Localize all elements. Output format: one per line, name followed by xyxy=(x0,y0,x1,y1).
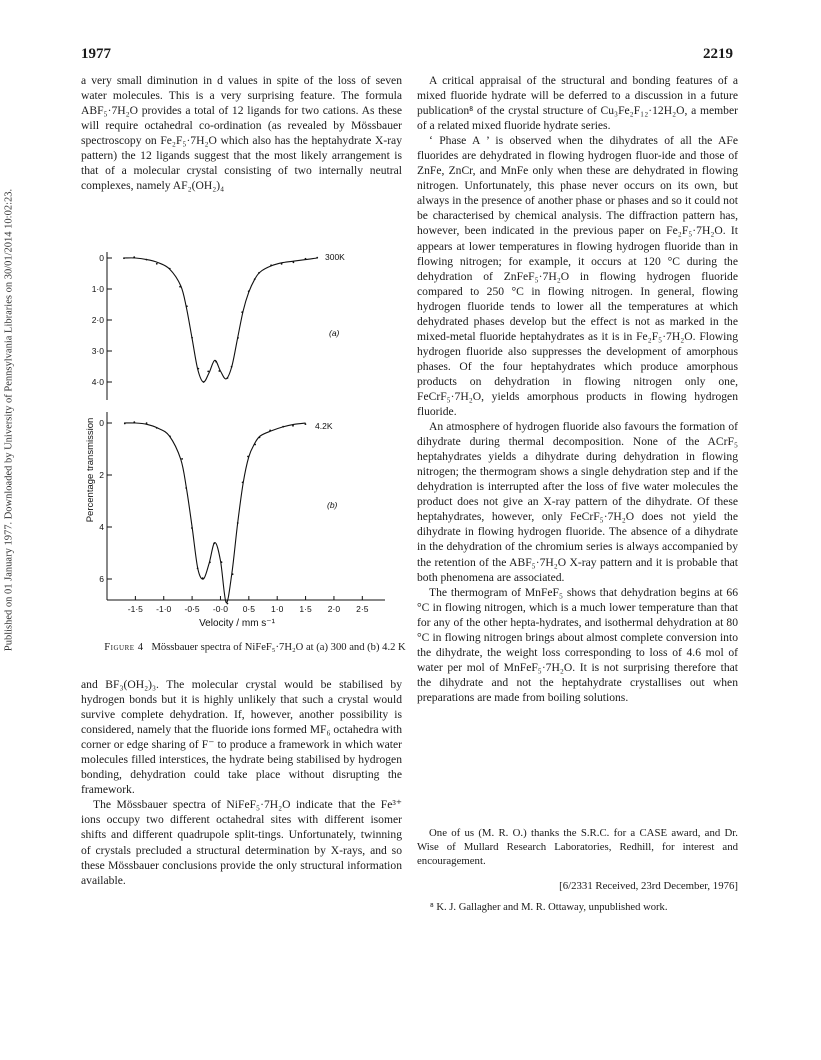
right-column xyxy=(417,73,738,705)
panel-b-y-tick-label: 0 xyxy=(99,418,104,428)
panel-a-data-point xyxy=(227,377,229,379)
panel-a-data-point xyxy=(241,311,243,313)
panel-a-data-point xyxy=(186,305,188,307)
x-tick-label: 2·5 xyxy=(356,604,369,614)
panel-b-data-point xyxy=(259,437,261,439)
panel-b-data-point xyxy=(292,425,294,427)
download-note xyxy=(2,185,16,655)
panel-a-temperature-label: 300K xyxy=(325,252,345,262)
x-tick-label: 1·5 xyxy=(299,604,312,614)
panel-a-data-point xyxy=(316,257,318,259)
panel-a xyxy=(92,252,345,400)
panel-b-data-point xyxy=(237,522,239,524)
panel-b-data-point xyxy=(209,561,211,563)
panel-a-data-point xyxy=(258,272,260,274)
panel-a-data-point xyxy=(270,264,272,266)
panel-b-data-point xyxy=(197,568,199,570)
x-tick-label: 1·0 xyxy=(271,604,284,614)
panel-b-data-point xyxy=(124,423,126,425)
panel-a-data-point xyxy=(191,337,193,339)
x-tick-label: -0·5 xyxy=(184,604,200,614)
panel-a-data-point xyxy=(197,368,199,370)
panel-b-data-point xyxy=(254,444,256,446)
panel-a-data-point xyxy=(169,268,171,270)
panel-b xyxy=(99,412,385,604)
download-note-text: Published on 01 January 1977. Downloaded by University of Pennsylvania Libraries on 30/01/2014 10:02:23. xyxy=(3,188,15,652)
panel-b-data-point xyxy=(232,573,234,575)
left-column-top xyxy=(81,73,402,193)
panel-b-y-tick-label: 4 xyxy=(99,522,104,532)
panel-b-label: (b) xyxy=(327,500,338,510)
panel-a-data-point xyxy=(215,361,217,363)
x-axis-label: Velocity / mm s⁻¹ xyxy=(199,618,275,629)
panel-b-data-point xyxy=(269,430,271,432)
page-year: 1977 xyxy=(81,46,111,62)
page-number: 2219 xyxy=(703,46,733,62)
panel-a-data-point xyxy=(237,337,239,339)
figure-caption xyxy=(90,641,420,654)
panel-a-y-tick-label: 1·0 xyxy=(91,284,104,294)
paragraph: a very small diminution in d values in spite of the loss of seven water molecules. This is a very surprising feature. The formula ABF₅·7H₂O provides a total of 12 ligands for two cations. As these will require octahedral co-ordination (as revealed by Mössbauer spectroscopy on Fe₂F₅·7H₂O which also has the heptahydrate X-ray pattern) the 12 ligands suggest that the most likely arrangement is that of a molecular crystal consisting of two internally neutral complexes, namely AF₂(OH₂)₄ xyxy=(81,74,402,193)
paragraph: The thermogram of MnFeF₅ shows that dehydration begins at 66 °C in flowing nitrogen, which is a much lower temperature than that for any of the other hepta-hydrates, and isothermal dehydration at 80 °C in flowing nitrogen brings about almost complete conversion into the dihydrate, the weight loss corresponding to loss of 4.6 mol of water per mol of MnFeF₅·7H₂O. It is not surprising therefore that the dihydrate and not the heptahydrate crystallises out when preparations are made from boiling solutions. xyxy=(417,585,738,704)
panel-b-data-point xyxy=(305,423,307,425)
panel-b-data-points xyxy=(124,421,306,604)
panel-a-data-point xyxy=(156,263,158,265)
acknowledgement xyxy=(417,826,738,868)
panel-b-data-point xyxy=(247,456,249,458)
panel-a-data-point xyxy=(254,278,256,280)
panel-a-data-point xyxy=(248,290,250,292)
paragraph: ‘ Phase A ’ is observed when the dihydrates of all the AFe fluorides are dehydrated in flowing hydrogen fluor-ide and those of ZnFe, ZnCr, and MnFe only when these are dehydrated in flowing nitrogen. Unfortunately, this phase never occurs on its own, but always in the presence of another phase or phases and so it could not be characterised by chemical analysis. The diffraction pattern has, however, been indicated in the previous paper on Fe₂F₅·7H₂O. It appears at lower temperatures in flowing hydrogen fluoride than in flowing nitrogen; for example, it occurs at 120 °C during the dehydration of ZnFeF₅·7H₂O in flowing hydrogen fluoride compared to 250 °C in flowing nitrogen. In general, flowing hydrogen fluoride tends to lower all the temperatures at which dehydrated phases develop but the effect is not as marked in the mixed-metal fluoride heptahydrates as it is in Fe₂F₅·7H₂O. Flowing hydrogen fluoride also suppresses the development of amorphous phases. Of the four heptahydrates which produce amorphous products on dehydration in flowing nitrogen only one, FeCrF₅·7H₂O, yields amorphous products in flowing hydrogen fluoride. xyxy=(417,134,738,419)
figure-4-chart xyxy=(85,240,420,635)
panel-a-data-point xyxy=(207,371,209,373)
panel-b-data-point xyxy=(156,427,158,429)
x-tick-label: 0·5 xyxy=(242,604,255,614)
received-date: [6/2331 Received, 23rd December, 1976] xyxy=(559,880,738,892)
panel-b-y-tick-label: 6 xyxy=(99,574,104,584)
x-tick-label: 2·0 xyxy=(327,604,341,614)
panel-a-label: (a) xyxy=(329,328,340,338)
paragraph: and BF₃(OH₂)₃. The molecular crystal would be stabilised by hydrogen bonds but it is highly unlikely that such a crystal would survive complete dehydration. If, however, another possibility is considered, namely that the fluoride ions formed MF₆ octahedra with corner or edge sharing of F⁻ to produce a framework in which water molecules filled interstices, the hydrate being stabilised by hydrogen bonding, dehydration could take place without disrupting the framework. xyxy=(81,678,402,797)
panel-a-data-point xyxy=(218,370,220,372)
paragraph: A critical appraisal of the structural and bonding features of a mixed fluoride hydrate will be deferred to a discussion in a future publication⁸ of the crystal structure of Cu₃Fe₂F₁₂·12H₂O, a member of a related mixed fluoride hydrate series. xyxy=(417,74,738,133)
panel-b-data-point xyxy=(221,561,223,563)
figure-caption-text: Mössbauer spectra of NiFeF₅·7H₂O at (a) 300 and (b) 4.2 K xyxy=(151,642,406,653)
panel-a-data-point xyxy=(293,261,295,263)
paragraph: The Mössbauer spectra of NiFeF₅·7H₂O indicate that the Fe³⁺ ions occupy two different octahedral sites with different isomer shifts and different quadrupole split-tings. Unfortunately, twinning of crystals precluded a structural determination by X-rays, and so these Mössbauer conclusions provide the only structural information available. xyxy=(81,798,402,887)
panel-a-data-point xyxy=(123,257,125,259)
panel-b-data-point xyxy=(133,421,135,423)
panel-a-data-point xyxy=(281,263,283,265)
x-tick-label: -0·0 xyxy=(212,604,229,614)
panel-b-data-point xyxy=(282,426,284,428)
panel-b-spectrum-line xyxy=(124,423,306,603)
panel-b-y-tick-label: 2 xyxy=(99,470,104,480)
panel-b-data-point xyxy=(181,458,183,460)
panel-b-data-point xyxy=(146,422,148,424)
panel-a-data-point xyxy=(179,286,181,288)
panel-a-data-point xyxy=(231,366,233,368)
panel-a-y-tick-label: 4·0 xyxy=(91,377,104,387)
panel-a-y-tick-label: 0 xyxy=(99,253,104,263)
panel-b-data-point xyxy=(202,577,204,579)
panel-b-data-point xyxy=(169,436,171,438)
panel-a-y-tick-label: 3·0 xyxy=(91,346,104,356)
paragraph: An atmosphere of hydrogen fluoride also favours the formation of dihydrate during thermal decomposition. None of the ACrF₅ heptahydrates yields a dihydrate during dehydration in flowing nitrogen; the thermogram shows a single dehydration step and if the dehydration is interrupted after the loss of five water molecules the product does not give an X-ray pattern of the dihydrate. Of these heptahydrates, however, only FeCrF₅·7H₂O does not yield the dihydrate in flowing hydrogen fluoride. The absence of a dihydrate in the dehydration of the chromium series is always accompanied by the retention of the ABF₅·7H₂O X-ray pattern and it is probable that both phenomena are associated. xyxy=(417,420,738,584)
panel-b-data-point xyxy=(242,482,244,484)
panel-b-temperature-label: 4.2K xyxy=(315,421,333,431)
x-tick-label: -1·5 xyxy=(127,604,143,614)
panel-a-data-points xyxy=(123,256,318,383)
panel-a-data-point xyxy=(305,258,307,260)
figure-caption-label: Figure 4 xyxy=(104,642,144,653)
left-column-bottom xyxy=(81,677,402,888)
panel-b-data-point xyxy=(213,543,215,545)
panel-a-y-tick-label: 2·0 xyxy=(91,315,104,325)
panel-a-data-point xyxy=(203,381,205,383)
panel-a-data-point xyxy=(146,259,148,261)
acknowledgement-text: One of us (M. R. O.) thanks the S.R.C. for a CASE award, and Dr. Wise of Mullard Research Laboratories, Redhill, for interest and encouragement. xyxy=(417,827,738,867)
panel-b-data-point xyxy=(185,487,187,489)
panel-b-data-point xyxy=(191,527,193,529)
reference-8: ⁸ K. J. Gallagher and M. R. Ottaway, unpublished work. xyxy=(430,902,668,913)
x-tick-label: -1·0 xyxy=(156,604,172,614)
panel-a-data-point xyxy=(133,256,135,258)
y-axis-label: Percentage transmission xyxy=(85,417,96,523)
panel-a-spectrum-line xyxy=(124,258,317,382)
